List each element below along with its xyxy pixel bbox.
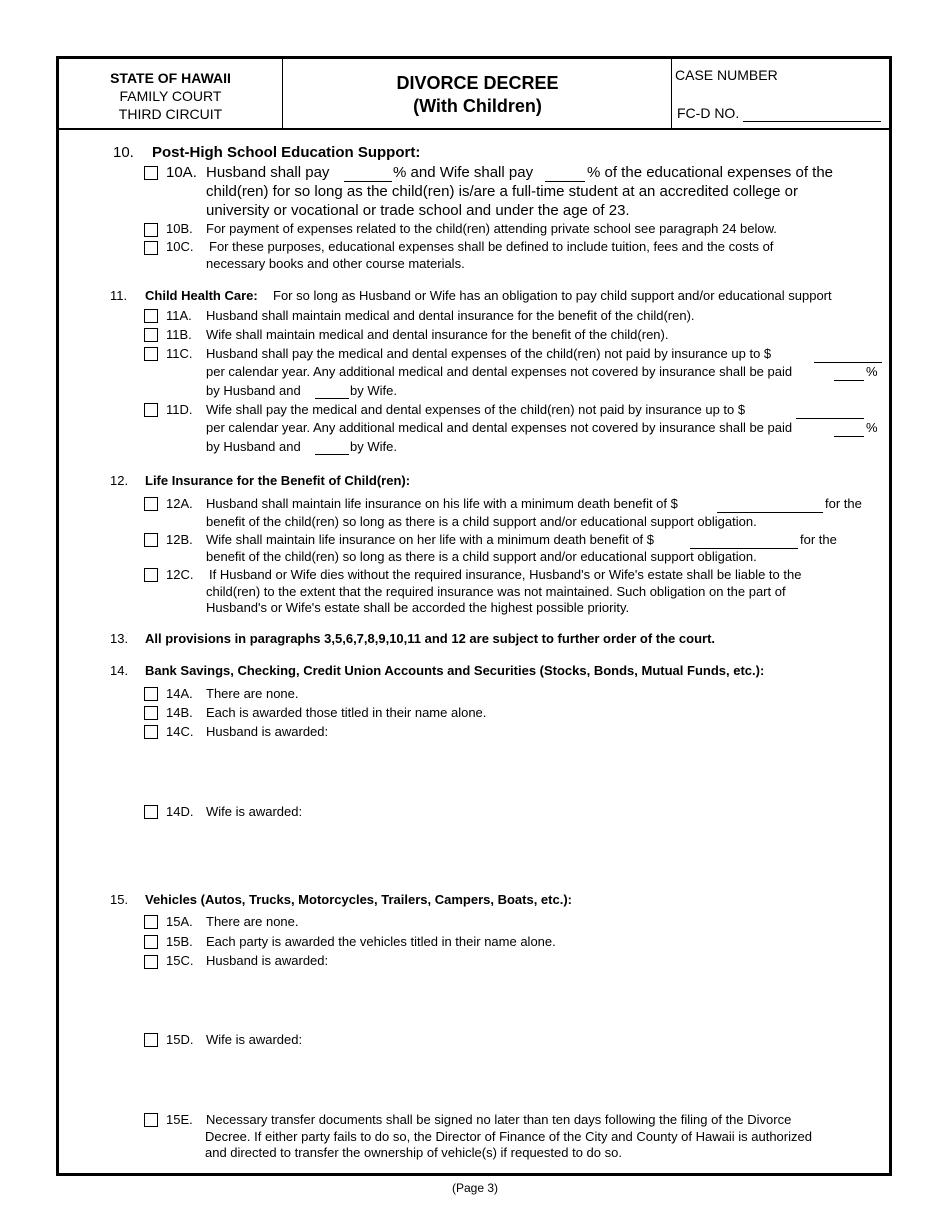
item-15d-code: 15D. — [166, 1032, 194, 1047]
checkbox-15b[interactable] — [144, 935, 158, 949]
checkbox-14c[interactable] — [144, 725, 158, 739]
item-11d-code: 11D. — [166, 402, 193, 417]
item-12a-text-1: Husband shall maintain life insurance on his life with a minimum death benefit of $ — [206, 496, 678, 511]
item-11a-text: Husband shall maintain medical and dental insurance for the benefit of the child(ren). — [206, 308, 695, 323]
checkbox-10c[interactable] — [144, 241, 158, 255]
item-11c-text-1: Husband shall pay the medical and dental expenses of the child(ren) not paid by insurance up to $ — [206, 346, 772, 361]
item-10c-code: 10C. — [166, 239, 194, 254]
checkbox-11c[interactable] — [144, 347, 158, 361]
item-12a-text-2: benefit of the child(ren) so long as there is a child support and/or educational support obligation. — [206, 514, 757, 529]
husband-share-field-11d[interactable] — [834, 436, 864, 437]
section-11-title: Child Health Care: — [145, 288, 258, 303]
state-name: STATE OF HAWAII — [110, 70, 231, 86]
item-10a-text-4: child(ren) for so long as the child(ren) is/are a full-time student at an accredited college or — [206, 183, 798, 200]
item-14b-text: Each is awarded those titled in their name alone. — [206, 705, 487, 720]
item-11c-percent: % — [866, 364, 878, 379]
item-11d-text-4: by Wife. — [350, 439, 397, 454]
item-15c-code: 15C. — [166, 953, 194, 968]
husband-share-field[interactable] — [834, 380, 864, 381]
section-15-number: 15. — [110, 892, 129, 907]
checkbox-10b[interactable] — [144, 223, 158, 237]
item-12b-for: for the — [800, 532, 837, 547]
wife-share-field-11d[interactable] — [315, 454, 349, 455]
item-10b-code: 10B. — [166, 221, 193, 236]
item-11d-percent: % — [866, 420, 878, 435]
section-13-number: 13. — [110, 631, 129, 646]
checkbox-11b[interactable] — [144, 328, 158, 342]
item-11c-code: 11C. — [166, 346, 193, 361]
item-15a-code: 15A. — [166, 914, 193, 929]
document-subtitle: (With Children) — [413, 96, 542, 116]
document-title: DIVORCE DECREE — [396, 73, 559, 93]
item-14c-code: 14C. — [166, 724, 194, 739]
item-15b-text: Each party is awarded the vehicles titled in their name alone. — [206, 934, 556, 949]
wife-percent-field[interactable] — [545, 181, 585, 182]
item-12c-text-1: If Husband or Wife dies without the required insurance, Husband's or Wife's estate shall be liable to the — [209, 567, 802, 582]
item-12a-for: for the — [825, 496, 862, 511]
item-14a-code: 14A. — [166, 686, 193, 701]
item-15e-code: 15E. — [166, 1112, 193, 1127]
item-14d-text: Wife is awarded: — [206, 804, 303, 819]
item-12a-code: 12A. — [166, 496, 193, 511]
wife-max-amount-field[interactable] — [796, 418, 864, 419]
item-12c-code: 12C. — [166, 567, 194, 582]
section-10-title: Post-High School Education Support: — [152, 144, 421, 161]
case-number-label: CASE NUMBER — [675, 67, 778, 83]
document-title-block — [284, 59, 672, 128]
section-13-text: All provisions in paragraphs 3,5,6,7,8,9,10,11 and 12 are subject to further order of the court. — [145, 631, 716, 646]
item-14c-text: Husband is awarded: — [206, 724, 329, 739]
item-11d-text-1: Wife shall pay the medical and dental expenses of the child(ren) not paid by insurance up to $ — [206, 402, 746, 417]
item-12b-code: 12B. — [166, 532, 193, 547]
checkbox-15d[interactable] — [144, 1033, 158, 1047]
section-14-number: 14. — [110, 663, 129, 678]
checkbox-15a[interactable] — [144, 915, 158, 929]
item-10a-code: 10A. — [166, 164, 197, 181]
checkbox-15e[interactable] — [144, 1113, 158, 1127]
item-10c-text-2: necessary books and other course materials. — [206, 256, 465, 271]
item-15b-code: 15B. — [166, 934, 193, 949]
form-header — [59, 59, 889, 130]
item-11c-text-4: by Wife. — [350, 383, 397, 398]
item-10a-text-1: Husband shall pay — [206, 164, 330, 181]
item-15e-text-2: Decree. If either party fails to do so, the Director of Finance of the City and County of Hawaii is authorized — [205, 1129, 812, 1144]
checkbox-11d[interactable] — [144, 403, 158, 417]
checkbox-14b[interactable] — [144, 706, 158, 720]
item-15a-text: There are none. — [206, 914, 299, 929]
item-15e-text-3: and directed to transfer the ownership of vehicle(s) if requested to do so. — [205, 1145, 622, 1160]
item-15c-text: Husband is awarded: — [206, 953, 329, 968]
item-12b-text-1: Wife shall maintain life insurance on her life with a minimum death benefit of $ — [206, 532, 654, 547]
checkbox-10a[interactable] — [144, 166, 158, 180]
case-number-block — [673, 59, 889, 128]
checkbox-15c[interactable] — [144, 955, 158, 969]
wife-share-field-11c[interactable] — [315, 398, 349, 399]
item-10a-text-2: % and Wife shall pay — [393, 164, 534, 181]
checkbox-14a[interactable] — [144, 687, 158, 701]
item-11d-text-3: by Husband and — [206, 439, 301, 454]
item-12b-text-2: benefit of the child(ren) so long as there is a child support and/or educational support obligation. — [206, 549, 757, 564]
husband-max-amount-field[interactable] — [814, 362, 882, 363]
section-15-title: Vehicles (Autos, Trucks, Motorcycles, Trailers, Campers, Boats, etc.): — [145, 892, 572, 907]
item-10a-text-5: university or vocational or trade school and under the age of 23. — [206, 202, 630, 219]
section-11-intro: For so long as Husband or Wife has an obligation to pay child support and/or educational support — [273, 288, 832, 303]
item-11d-text-2: per calendar year. Any additional medical and dental expenses not covered by insurance shall be paid — [206, 420, 793, 435]
checkbox-12c[interactable] — [144, 568, 158, 582]
item-10a-text-3: % of the educational expenses of the — [587, 164, 834, 181]
item-11a-code: 11A. — [166, 308, 192, 323]
checkbox-12b[interactable] — [144, 533, 158, 547]
circuit-name: THIRD CIRCUIT — [118, 106, 223, 122]
section-14-title: Bank Savings, Checking, Credit Union Accounts and Securities (Stocks, Bonds, Mutual Funds, etc.): — [145, 663, 765, 678]
section-12-title: Life Insurance for the Benefit of Child(ren): — [145, 473, 411, 488]
fcd-number-field[interactable] — [743, 121, 881, 122]
item-11b-code: 11B. — [166, 327, 192, 342]
checkbox-11a[interactable] — [144, 309, 158, 323]
item-11c-text-2: per calendar year. Any additional medical and dental expenses not covered by insurance shall be paid — [206, 364, 793, 379]
item-11c-text-3: by Husband and — [206, 383, 301, 398]
section-10-number: 10. — [113, 144, 134, 161]
item-10c-text-1: For these purposes, educational expenses shall be defined to include tuition, fees and the costs of — [209, 239, 774, 254]
item-15d-text: Wife is awarded: — [206, 1032, 303, 1047]
court-info — [59, 59, 283, 128]
item-14d-code: 14D. — [166, 804, 194, 819]
item-14b-code: 14B. — [166, 705, 193, 720]
item-14a-text: There are none. — [206, 686, 299, 701]
page-number: (Page 3) — [451, 1181, 499, 1195]
court-name: FAMILY COURT — [119, 88, 222, 104]
item-12c-text-2: child(ren) to the extent that the required insurance was not maintained. Such obligation on the part of — [206, 584, 786, 599]
husband-death-benefit-field[interactable] — [717, 512, 823, 513]
section-11-number: 11. — [110, 288, 128, 303]
husband-percent-field[interactable] — [344, 181, 392, 182]
checkbox-12a[interactable] — [144, 497, 158, 511]
item-11b-text: Wife shall maintain medical and dental insurance for the benefit of the child(ren). — [206, 327, 669, 342]
section-12-number: 12. — [110, 473, 129, 488]
item-10b-text: For payment of expenses related to the child(ren) attending private school see paragraph 24 below. — [206, 221, 777, 236]
checkbox-14d[interactable] — [144, 805, 158, 819]
fcd-label: FC-D NO. — [677, 105, 740, 121]
item-12c-text-3: Husband's or Wife's estate shall be accorded the highest possible priority. — [206, 600, 630, 615]
item-15e-text-1: Necessary transfer documents shall be signed no later than ten days following the filing of the Divorce — [206, 1112, 792, 1127]
